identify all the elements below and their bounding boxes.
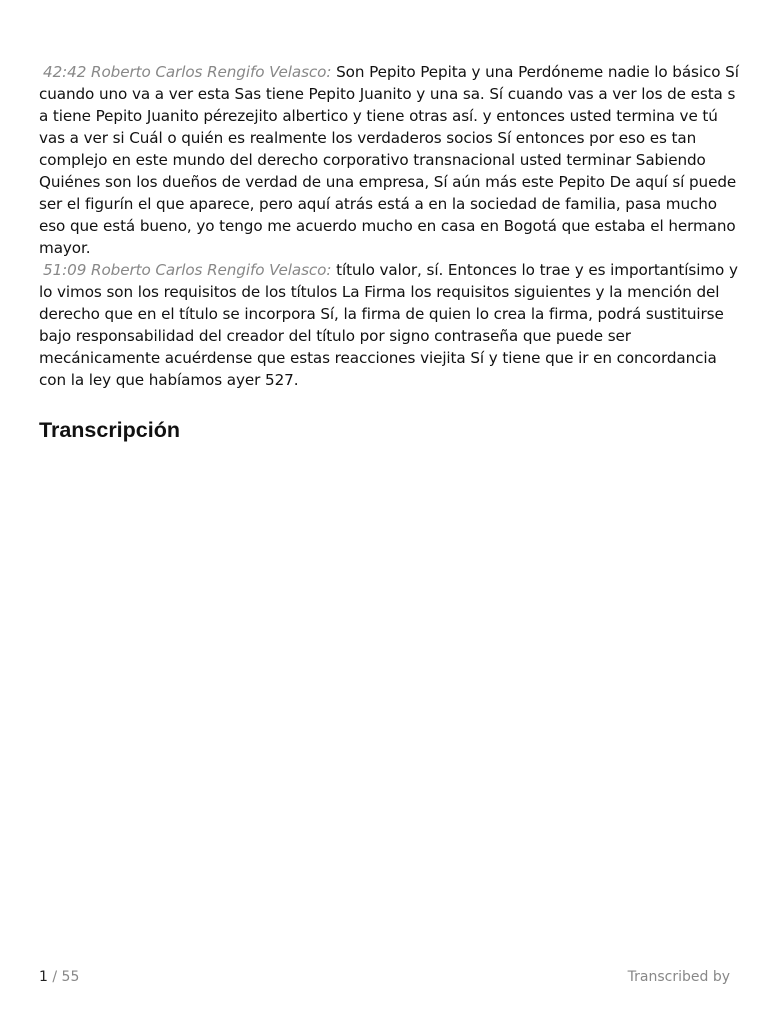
entry-timestamp: 42:42 [43,63,87,81]
page-separator: / [47,969,62,985]
section-heading: Transcripción [39,418,180,442]
entry-speaker: Roberto Carlos Rengifo Velasco: [91,261,332,279]
transcribed-by-credit: Transcribed by [627,969,730,985]
transcript-content [39,61,739,444]
entry-text: título valor, sí. Entonces lo trae y es importantísimo y lo vimos son los requisitos de los títulos La Firma los requisitos siguientes y la mención del derecho que en el título se incorpora Sí, la firma de quien lo crea la firma, podrá sustituirse bajo responsabilidad del creador del título por signo contraseña que puede ser mecánicamente acuérdense que estas reacciones viejita Sí y tiene que ir en concordancia con la ley que habíamos ayer 527. [39,261,738,389]
transcript-entry [39,61,739,259]
total-pages: 55 [61,969,80,985]
entry-meta [39,261,331,279]
entry-speaker: Roberto Carlos Rengifo Velasco: [91,63,332,81]
entry-timestamp: 51:09 [43,261,87,279]
entry-meta [39,63,331,81]
current-page: 1 [39,969,48,985]
entry-text: Son Pepito Pepita y una Perdóneme nadie lo básico Sí cuando uno va a ver esta Sas tiene Pepito Juanito y una sa. Sí cuando vas a ver los de esta s a tiene Pepito Juanito pérezejito albertico y tiene otras así. y entonces usted termina ve tú vas a ver si Cuál o quién es realmente los verdaderos socios Sí entonces por eso es tan complejo en este mundo del derecho corporativo transnacional usted terminar Sabiendo Quiénes son los dueños de verdad de una empresa, Sí aún más este Pepito De aquí sí puede ser el figurín el que aparece, pero aquí atrás está a en la sociedad de familia, pasa mucho eso que está bueno, yo tengo me acuerdo mucho en casa en Bogotá que estaba el hermano mayor. [39,63,739,257]
transcript-entry [39,259,739,391]
page-indicator [39,969,79,985]
